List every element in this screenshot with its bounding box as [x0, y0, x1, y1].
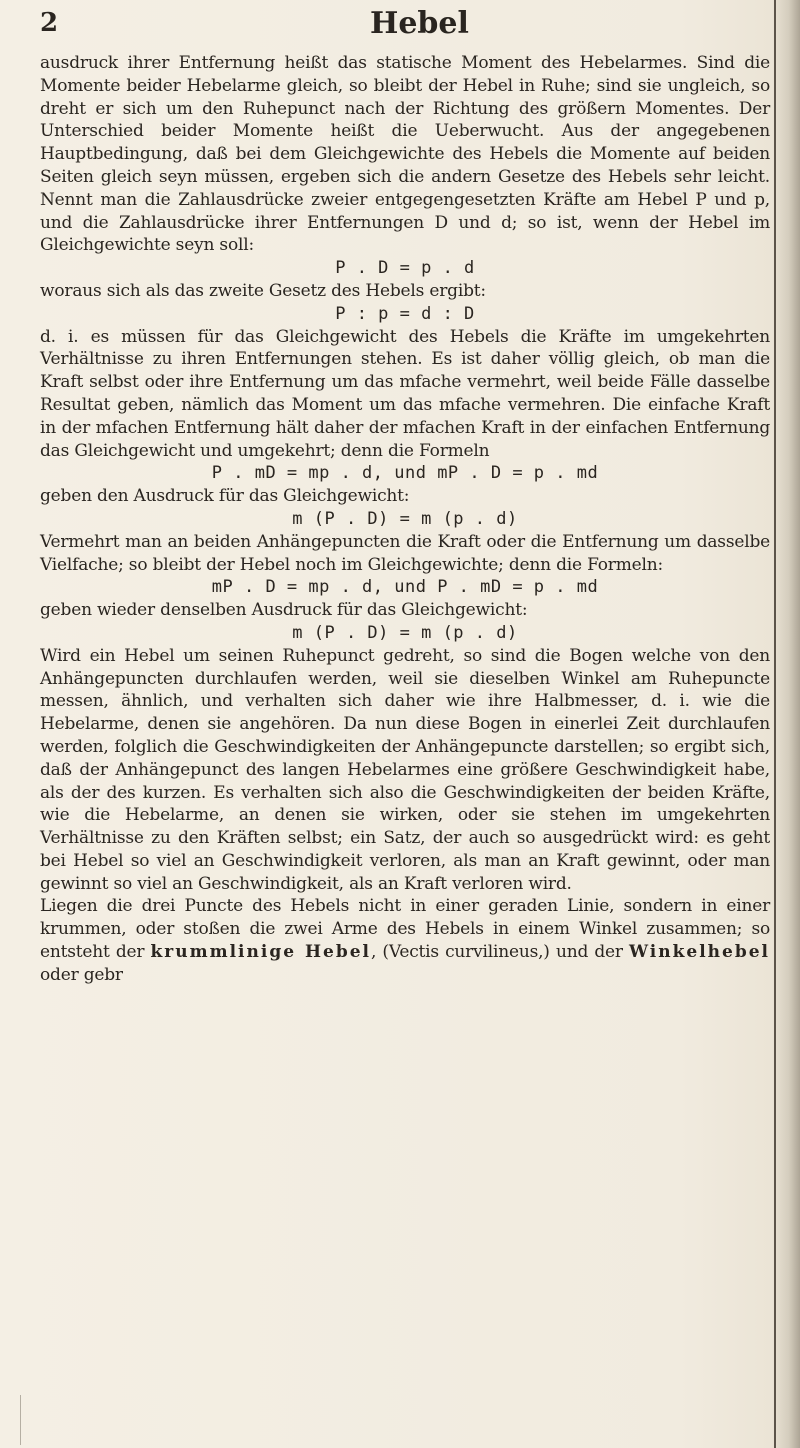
- formula: P . mD = mp . d, und mP . D = p . md: [211, 463, 599, 484]
- formula: m (P . D) = m (p . d): [292, 508, 518, 529]
- paragraph: Vermehrt man an beiden Anhängepuncten die Kraft oder die Entfernung um dasselbe Vielfache; so bleibt der Hebel noch im Gleichgewichte; denn die Formeln:: [40, 531, 770, 575]
- term-winkelhebel: Winkelhebel: [629, 942, 770, 963]
- page-number: 2: [40, 8, 59, 38]
- formula: mP . D = mp . d, und P . mD = p . md: [211, 577, 599, 598]
- paragraph: ausdruck ihrer Entfernung heißt das statische Moment des Hebelarmes. Sind die Momente beider Hebelarme gleich, so bleibt der Hebel in Ruhe; sind sie ungleich, so dreht er sich um den Ruhepunct nach der Richtung des größern Momentes. Der Unterschied beider Momente heißt die Ueberwucht. Aus der angegebenen Hauptbedingung, daß bei dem Gleichgewichte des Hebels die Momente auf beiden Seiten gleich seyn müssen, ergeben sich die andern Gesetze des Hebels sehr leicht. Nennt man die Zahlausdrücke zweier entgegengesetzten Kräfte am Hebel P und p, und die Zahlausdrücke ihrer Entfernungen D und d; so ist, wenn der Hebel im Gleichgewichte seyn soll:: [40, 53, 770, 256]
- formula: P : p = d : D: [335, 303, 475, 324]
- text-run: , (Vectis curvilineus,) und der: [370, 942, 629, 963]
- paragraph: d. i. es müssen für das Gleichgewicht des Hebels die Kräfte im umgekehrten Verhältnisse zu ihren Entfernungen stehen. Es ist daher völlig gleich, ob man die Kraft selbst oder ihre Entfernung um das mfache vermehrt, weil beide Fälle dasselbe Resultat geben, nämlich das Moment um das mfache vermehren. Die einfache Kraft in der mfachen Entfernung hält daher der mfachen Kraft in der einfachen Entfernung das Gleichgewicht und umgekehrt; denn die Formeln: [40, 326, 770, 461]
- paragraph: woraus sich als das zweite Gesetz des Hebels ergibt:: [40, 280, 486, 301]
- paragraph: geben wieder denselben Ausdruck für das Gleichgewicht:: [40, 600, 528, 621]
- paragraph: geben den Ausdruck für das Gleichgewicht:: [40, 486, 410, 507]
- text-run: Liegen die drei Puncte des Hebels nicht in einer geraden Linie, sondern in einer krummen, oder stoßen die zwei Arme des Hebels in einem Winkel zusammen; so entsteht der: [40, 896, 770, 963]
- paragraph: Wird ein Hebel um seinen Ruhepunct gedreht, so sind die Bogen welche von den Anhängepuncten durchlaufen werden, weil sie dieselben Winkel am Ruhepuncte messen, ähnlich, und verhalten sich daher wie ihre Halbmesser, d. i. wie die Hebelarme, denen sie angehören. Da nun diese Bogen in einerlei Zeit durchlaufen werden, folglich die Geschwindigkeiten der Anhängepuncte darstellen; so ergibt sich, daß der Anhängepunct des langen Hebelarmes eine größere Geschwindigkeit habe, als der des kurzen. Es verhalten sich also die Geschwindigkeiten der beiden Kräfte, wie die Hebelarme, an denen sie wirken, oder sie stehen im umgekehrten Verhältnisse zu den Kräften selbst; ein Satz, der auch so ausgedrückt wird: es geht bei Hebel so viel an Geschwindigkeit verloren, als man an Kraft gewinnt, oder man gewinnt so viel an Geschwindigkeit, als an Kraft verloren wird.: [40, 645, 770, 894]
- page-binding-shadow: [772, 0, 800, 1448]
- running-title: Hebel: [370, 6, 469, 41]
- paragraph: [40, 895, 770, 986]
- term-krummlinige-hebel: krummlinige Hebel: [150, 942, 371, 963]
- page-edge-line: [774, 0, 776, 1448]
- page-header: [40, 6, 780, 42]
- pencil-mark: [20, 1395, 33, 1445]
- formula: m (P . D) = m (p . d): [292, 622, 518, 643]
- text-run: oder gebr: [40, 964, 123, 985]
- page-body: [40, 52, 770, 987]
- formula: P . D = p . d: [335, 258, 475, 279]
